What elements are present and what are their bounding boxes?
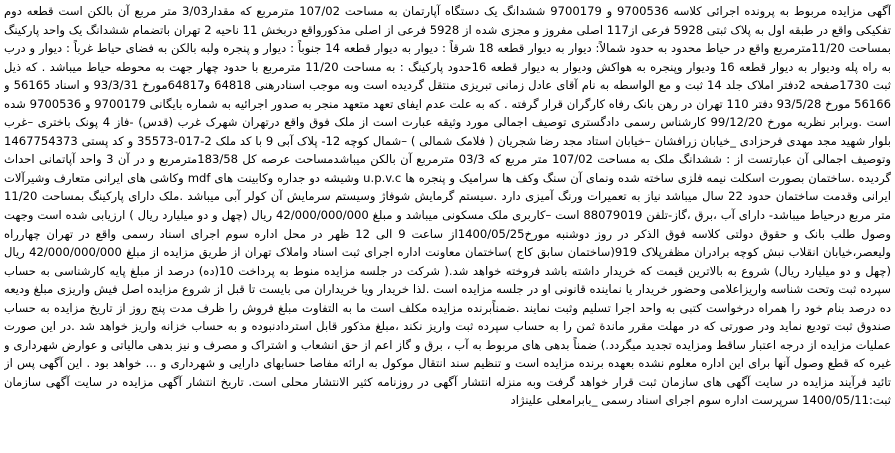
auction-notice-text: آگهی مزایده مربوط به پرونده اجرائی کلاسه 9700536 و 9700179 ششدانگ یک دستگاه آپارتمان به مساحت 107/02 مترمربع که مقدار3/03 متر مربع آن بالکن است قطعه دوم تفکیکی واقع در طبقه اول به پلاک ثبتی 5928 فرعی از117 اصلی مفروز و مجزی شده از 5928 فرعی از اصلی مذکورواقع دربخش 11 ناحیه 2 تهران باتضمام ششدانگ یک واحد پارکینگ بمساحت 11/20مترمربع واقع در حیاط محدود به حدود شمالاً: دیوار به دیوار قطعه 18 شرقاً : دیوار به دیوار قطعه 14 جنوباً : دیوار و پنجره ولبه بالکن به فضای حیاط غرباً : دیوار و درب به راه پله ودیوار به دیوار قطعه 16 ودیوار وپنجره به هواکش ودیوار به دیوار قطعه 16حدود پارکینگ : به مساحت 11/20 مترمربع با حدود چهار جهت به محوطه حیاط میباشد . که ذیل ثبت 1730صفحه 2دفتر املاک جلد 14 ثبت و مع الواسطه به نام آقای عادل زمانی تبریزی منتقل گردیده است وبه موجب اسنادرهنی 64818 و64817مورخ 93/3/31 و اسناد 56165 و 56166 مورخ 93/5/28 دفتر 110 تهران در رهن بانک رفاه کارگران قرار گرفته . که به علت عدم ایفای تعهد متعهد منجر به صدور اجرائیه به شماره بایگانی 9700179 و 9700536 شده است .وبرابر نظریه مورخ 99/12/20 کارشناس رسمی دادگستری توصیف اجمالی مورد وثیقه عبارت است از ملک فوق واقع درتهران شهرک غرب (قدس) -فاز 4 پونک باختری –غرب بلوار شهید مجد مهدی فرحزادی _خیابان زرافشان –خیابان استاد مجد رضا شجریان ( فلامک شمالی ) –شمال کوچه 12- پلاک آبی 9 با کد ملک 2-017-35573 و کد پستی 1467754373 وتوصیف اجمالی آن عبارتست از : ششدانگ ملک به مساحت 107/02 متر مربع که 03/3 مترمربع آن بالکن میباشدمساحت عرصه کل 183/58مترمربع و در آن 3 واحد آپاتمانی احداث گردیده .ساختمان بصورت اسکلت نیمه فلزی ساخته شده ونمای آن سنگ وکف ها سرامیک و پنجره ها u.p.v.c وشیشه دو جداره وکابینت های mdf وکاشی های ایرانی متعارف وشیرآلات ایرانی وقدمت ساختمان حدود 22 سال میباشد نیاز به تعمیرات ورنگ آمیزی دارد .سیستم گرمایش شوفاژ وسیستم سرمایش آن کولر آبی میباشد .ملک دارای پارکینگ بمساحت 11/20 متر مربع درحیاط میباشد- دارای آب ،برق ،گاز-تلفن 88079019 است –کاربری ملک مسکونی میباشد و مبلغ 42/000/000/000 ریال (چهل و دو میلیارد ریال ) ارزیابی شده است وجهت وصول طلب بانک و حقوق دولتی کلاسه فوق الذکر در روز دوشنبه مورخ1400/05/25از ساعت 9 الی 12 ظهر در محل اداره سوم اجرای اسناد رسمی واقع در تهران چهارراه ولیعصر،خیابان انقلاب نبش کوچه برادران مظفرپلاک 919(ساختمان سابق کاج )ساختمان معاونت اداره اجرای ثبت اسناد واملاک تهران از طریق مزایده از مبلغ 42/000/000/000 ریال (چهل و دو میلیارد ریال) شروع به بالاترین قیمت که خریدار داشته باشد فروخته خواهد شد.( شرکت در جلسه مزایده منوط به پرداخت 10(ده) درصد از مبلغ پایه کارشناسی به حساب سپرده ثبت وتحت شناسه واریزاعلامی وحضور خریدار یا نماینده قانونی او در جلسه مزایده است .لذا خریدار ویا خریداران می بایست تا قبل از شروع مزایده اصل فیش واریزی مبلغ ودیعه ده درصد بنام خود را همراه درخواست کتبی به واحد اجرا تسلیم وثبت نمایند .ضمناًبرنده مزایده مکلف است ما به التفاوت مبلغ فروش را ظرف مدت پنج روز از تاریخ مزایده به حساب صندوق ثبت تودیع نماید ودر صورتی که در مهلت مقرر ماندة ثمن را به حساب سپرده ثبت واریز نکند ،مبلغ مذکور قابل استردادنبوده و به حساب خزانه واریز خواهد شد .در این صورت عملیات مزایده از درجه اعتبار ساقط ومزایده تجدید میگردد.) ضمناً بدهی های مربوط به آب ، برق و گاز اعم از حق انشعاب و اشتراک و مصرف و نیز بدهی مالیاتی و عوارض شهرداری و غیره که قطع وصول آنها برای این اداره معلوم نشده بعهده برنده مزایده است و تنظیم سند انتقال موکول به ارائه مفاصا حسابهای دارایی و شهرداری و ... خواهد بود . این آگهی پس از تائید فرآیند مزایده در سایت آگهی های سازمان ثبت قرار خواهد گرفت وبه منزله انتشار آگهی در روزنامه کثیر الانتشار محلی است. تاریخ انتشار آگهی مزایده در سایت آگهی سازمان ثبت:1400/05/11 سرپرست اداره سوم اجرای اسناد رسمی _بابرامعلی علینژاد	[4, 4, 891, 408]
